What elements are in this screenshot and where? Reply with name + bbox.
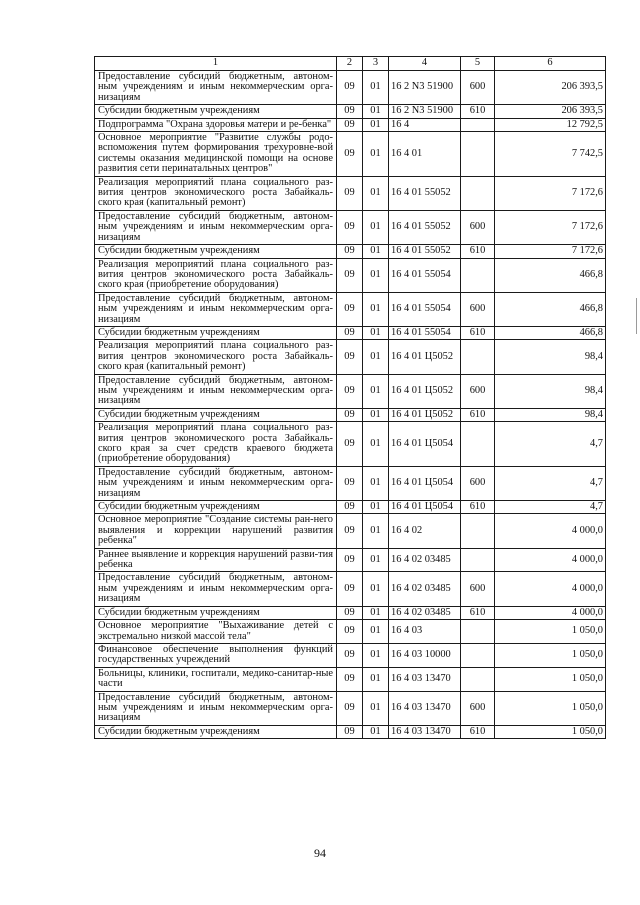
- row-amount: 98,4: [495, 374, 606, 408]
- row-name: Больницы, клиники, госпитали, медико-санитар-ные части: [95, 667, 337, 691]
- table-row: [95, 71, 606, 105]
- table-row: [95, 210, 606, 244]
- row-section: 09: [337, 725, 363, 738]
- row-subsection: 01: [363, 572, 389, 606]
- row-subsection: 01: [363, 466, 389, 500]
- row-target-article: 16 4 01 Ц5054: [389, 501, 461, 514]
- row-subsection: 01: [363, 118, 389, 131]
- row-section: 09: [337, 105, 363, 118]
- row-amount: 4 000,0: [495, 548, 606, 572]
- row-amount: 4 000,0: [495, 514, 606, 548]
- row-target-article: 16 4 01: [389, 132, 461, 177]
- row-name: Предоставление субсидий бюджетным, автоном-ным учреждениям и иным некоммерческим орга-низациям: [95, 466, 337, 500]
- table-row: [95, 326, 606, 339]
- row-name: Основное мероприятие "Создание системы ран-него выявления и коррекции нарушений развития ребенка": [95, 514, 337, 548]
- row-expense-type: [461, 422, 495, 467]
- row-amount: 4 000,0: [495, 606, 606, 619]
- row-target-article: 16 4 01 Ц5054: [389, 466, 461, 500]
- row-expense-type: 600: [461, 374, 495, 408]
- row-expense-type: [461, 118, 495, 131]
- row-subsection: 01: [363, 176, 389, 210]
- row-target-article: 16 4 01 55052: [389, 245, 461, 258]
- header-col-1: 1: [95, 57, 337, 71]
- table-row: [95, 466, 606, 500]
- row-name: Предоставление субсидий бюджетным, автоном-ным учреждениям и иным некоммерческим орга-низациям: [95, 210, 337, 244]
- row-subsection: 01: [363, 258, 389, 292]
- row-amount: 1 050,0: [495, 643, 606, 667]
- table-row: [95, 422, 606, 467]
- row-expense-type: 610: [461, 725, 495, 738]
- table-row: [95, 176, 606, 210]
- row-section: 09: [337, 118, 363, 131]
- row-subsection: 01: [363, 245, 389, 258]
- table-row: [95, 408, 606, 421]
- row-section: 09: [337, 466, 363, 500]
- row-expense-type: 610: [461, 408, 495, 421]
- table-row: [95, 620, 606, 644]
- row-subsection: 01: [363, 643, 389, 667]
- row-amount: 4,7: [495, 422, 606, 467]
- row-name: Субсидии бюджетным учреждениям: [95, 245, 337, 258]
- row-section: 09: [337, 326, 363, 339]
- table-row: [95, 340, 606, 374]
- row-name: Предоставление субсидий бюджетным, автоном-ным учреждениям и иным некоммерческим орга-низациям: [95, 691, 337, 725]
- row-expense-type: [461, 514, 495, 548]
- row-section: 09: [337, 572, 363, 606]
- row-expense-type: 600: [461, 572, 495, 606]
- row-expense-type: 610: [461, 105, 495, 118]
- row-name: Предоставление субсидий бюджетным, автоном-ным учреждениям и иным некоммерческим орга-низациям: [95, 374, 337, 408]
- row-subsection: 01: [363, 340, 389, 374]
- row-amount: 7 742,5: [495, 132, 606, 177]
- table-row: [95, 606, 606, 619]
- row-subsection: 01: [363, 71, 389, 105]
- row-expense-type: 600: [461, 71, 495, 105]
- row-section: 09: [337, 667, 363, 691]
- header-col-2: 2: [337, 57, 363, 71]
- row-section: 09: [337, 514, 363, 548]
- row-expense-type: [461, 132, 495, 177]
- row-section: 09: [337, 132, 363, 177]
- row-target-article: 16 4 01 55052: [389, 176, 461, 210]
- table-row: [95, 667, 606, 691]
- scan-margin-mark: [636, 298, 637, 334]
- row-expense-type: [461, 548, 495, 572]
- table-row: [95, 374, 606, 408]
- row-target-article: 16 4 01 Ц5054: [389, 422, 461, 467]
- table-row: [95, 245, 606, 258]
- row-target-article: 16 4 03 13470: [389, 691, 461, 725]
- row-amount: 206 393,5: [495, 105, 606, 118]
- row-section: 09: [337, 258, 363, 292]
- row-target-article: 16 4 01 55054: [389, 326, 461, 339]
- row-subsection: 01: [363, 422, 389, 467]
- row-amount: 466,8: [495, 326, 606, 339]
- row-expense-type: 600: [461, 292, 495, 326]
- row-subsection: 01: [363, 691, 389, 725]
- row-section: 09: [337, 176, 363, 210]
- row-name: Субсидии бюджетным учреждениям: [95, 326, 337, 339]
- row-section: 09: [337, 245, 363, 258]
- row-amount: 1 050,0: [495, 691, 606, 725]
- row-expense-type: [461, 620, 495, 644]
- row-subsection: 01: [363, 501, 389, 514]
- row-name: Реализация мероприятий плана социального раз-вития центров экономического роста Забайкаль-ского края (капитальный ремонт): [95, 340, 337, 374]
- table-row: [95, 132, 606, 177]
- row-target-article: 16 4 02 03485: [389, 572, 461, 606]
- table-row: [95, 292, 606, 326]
- row-amount: 1 050,0: [495, 725, 606, 738]
- row-section: 09: [337, 548, 363, 572]
- row-expense-type: 610: [461, 326, 495, 339]
- row-section: 09: [337, 620, 363, 644]
- table-row: [95, 572, 606, 606]
- table-row: [95, 691, 606, 725]
- table-row: [95, 514, 606, 548]
- row-target-article: 16 4 03: [389, 620, 461, 644]
- table-body: [95, 71, 606, 739]
- row-expense-type: [461, 340, 495, 374]
- row-name: Предоставление субсидий бюджетным, автоном-ным учреждениям и иным некоммерческим орга-низациям: [95, 572, 337, 606]
- row-subsection: 01: [363, 105, 389, 118]
- row-name: Подпрограмма "Охрана здоровья матери и ре-бенка": [95, 118, 337, 131]
- row-name: Субсидии бюджетным учреждениям: [95, 501, 337, 514]
- table-row: [95, 258, 606, 292]
- header-col-6: 6: [495, 57, 606, 71]
- row-subsection: 01: [363, 606, 389, 619]
- row-amount: 7 172,6: [495, 245, 606, 258]
- header-col-5: 5: [461, 57, 495, 71]
- row-amount: 98,4: [495, 340, 606, 374]
- row-target-article: 16 4: [389, 118, 461, 131]
- row-target-article: 16 4 01 Ц5052: [389, 408, 461, 421]
- table-row: [95, 548, 606, 572]
- row-subsection: 01: [363, 548, 389, 572]
- row-expense-type: 610: [461, 501, 495, 514]
- row-target-article: 16 4 01 Ц5052: [389, 374, 461, 408]
- row-amount: 4,7: [495, 501, 606, 514]
- table-row: [95, 105, 606, 118]
- header-col-4: 4: [389, 57, 461, 71]
- row-name: Субсидии бюджетным учреждениям: [95, 725, 337, 738]
- budget-table-container: [94, 56, 605, 739]
- row-name: Основное мероприятие "Выхаживание детей с экстремально низкой массой тела": [95, 620, 337, 644]
- row-name: Основное мероприятие "Развитие службы родо-вспоможения путем формирования трехуровне-вой системы оказания медицинской помощи на основе развития сети перинатальных центров": [95, 132, 337, 177]
- row-expense-type: 600: [461, 691, 495, 725]
- row-target-article: 16 4 01 55054: [389, 258, 461, 292]
- row-target-article: 16 4 02 03485: [389, 606, 461, 619]
- row-expense-type: 610: [461, 606, 495, 619]
- row-expense-type: 600: [461, 466, 495, 500]
- row-subsection: 01: [363, 725, 389, 738]
- row-name: Реализация мероприятий плана социального раз-вития центров экономического роста Забайкаль-ского края (приобретение оборудования): [95, 258, 337, 292]
- row-target-article: 16 4 03 10000: [389, 643, 461, 667]
- row-target-article: 16 4 02: [389, 514, 461, 548]
- row-expense-type: [461, 258, 495, 292]
- table-row: [95, 501, 606, 514]
- row-target-article: 16 2 N3 51900: [389, 71, 461, 105]
- row-amount: 12 792,5: [495, 118, 606, 131]
- row-subsection: 01: [363, 514, 389, 548]
- row-subsection: 01: [363, 620, 389, 644]
- row-amount: 1 050,0: [495, 620, 606, 644]
- row-expense-type: [461, 667, 495, 691]
- row-name: Субсидии бюджетным учреждениям: [95, 105, 337, 118]
- row-name: Субсидии бюджетным учреждениям: [95, 606, 337, 619]
- table-row: [95, 725, 606, 738]
- row-target-article: 16 4 02 03485: [389, 548, 461, 572]
- row-section: 09: [337, 501, 363, 514]
- row-target-article: 16 4 01 55054: [389, 292, 461, 326]
- row-name: Реализация мероприятий плана социального раз-вития центров экономического роста Забайкаль-ского края за счет средств краевого бюджета (приобретение оборудования): [95, 422, 337, 467]
- row-subsection: 01: [363, 667, 389, 691]
- row-section: 09: [337, 374, 363, 408]
- row-target-article: 16 2 N3 51900: [389, 105, 461, 118]
- row-amount: 4 000,0: [495, 572, 606, 606]
- row-expense-type: [461, 176, 495, 210]
- row-subsection: 01: [363, 132, 389, 177]
- row-amount: 206 393,5: [495, 71, 606, 105]
- row-expense-type: [461, 643, 495, 667]
- row-name: Предоставление субсидий бюджетным, автоном-ным учреждениям и иным некоммерческим орга-низациям: [95, 71, 337, 105]
- table-row: [95, 118, 606, 131]
- row-name: Предоставление субсидий бюджетным, автоном-ным учреждениям и иным некоммерческим орга-низациям: [95, 292, 337, 326]
- row-subsection: 01: [363, 326, 389, 339]
- row-name: Финансовое обеспечение выполнения функций государственных учреждений: [95, 643, 337, 667]
- row-section: 09: [337, 292, 363, 326]
- row-subsection: 01: [363, 408, 389, 421]
- row-name: Субсидии бюджетным учреждениям: [95, 408, 337, 421]
- row-subsection: 01: [363, 210, 389, 244]
- row-section: 09: [337, 408, 363, 421]
- header-col-3: 3: [363, 57, 389, 71]
- row-section: 09: [337, 643, 363, 667]
- row-section: 09: [337, 422, 363, 467]
- row-amount: 7 172,6: [495, 210, 606, 244]
- row-amount: 98,4: [495, 408, 606, 421]
- table-row: [95, 643, 606, 667]
- row-section: 09: [337, 210, 363, 244]
- row-target-article: 16 4 03 13470: [389, 667, 461, 691]
- row-amount: 466,8: [495, 292, 606, 326]
- row-section: 09: [337, 71, 363, 105]
- row-target-article: 16 4 01 Ц5052: [389, 340, 461, 374]
- row-expense-type: 610: [461, 245, 495, 258]
- row-amount: 466,8: [495, 258, 606, 292]
- row-subsection: 01: [363, 374, 389, 408]
- row-amount: 1 050,0: [495, 667, 606, 691]
- page-number: 94: [314, 846, 326, 860]
- row-expense-type: 600: [461, 210, 495, 244]
- row-target-article: 16 4 03 13470: [389, 725, 461, 738]
- row-section: 09: [337, 340, 363, 374]
- row-section: 09: [337, 691, 363, 725]
- row-subsection: 01: [363, 292, 389, 326]
- row-section: 09: [337, 606, 363, 619]
- row-name: Реализация мероприятий плана социального раз-вития центров экономического роста Забайкаль-ского края (капитальный ремонт): [95, 176, 337, 210]
- budget-table: [94, 56, 606, 739]
- row-amount: 7 172,6: [495, 176, 606, 210]
- row-amount: 4,7: [495, 466, 606, 500]
- row-name: Раннее выявление и коррекция нарушений разви-тия ребенка: [95, 548, 337, 572]
- header-row: [95, 57, 606, 71]
- row-target-article: 16 4 01 55052: [389, 210, 461, 244]
